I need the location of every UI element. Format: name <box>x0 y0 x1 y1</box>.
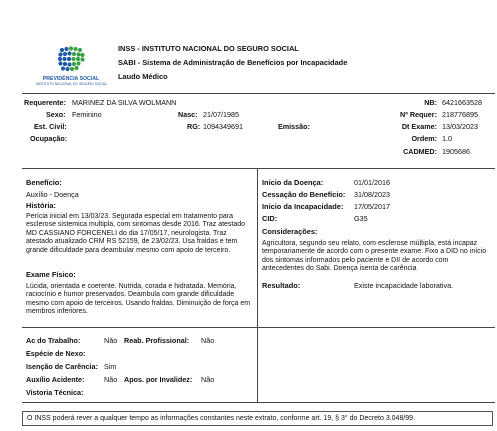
nb-value: 6421663528 <box>442 98 482 107</box>
rg-label: RG: <box>187 122 201 131</box>
previdencia-logo-icon <box>36 42 106 76</box>
exame-label: Exame Físico: <box>26 270 76 279</box>
divider-vertical-main <box>257 168 258 327</box>
resultado-label: Resultado: <box>262 281 301 290</box>
beneficio-label: Benefício: <box>26 178 62 187</box>
dtexame-label: Dt Exame: <box>401 122 437 131</box>
historia-text: Perícia inicial em 13/03/23. Segurada especial em tratamento para esclerose sistemica multipla, com sintomas desde 2016. Traz atestado MD CASSIANO FORCENELI do dia 17/05/17, neurologista. Traz atestado atualizado CRM RS 52159, de 23/02/23. Usa fraldas e tem grande dificuldade para deambular mesmo com apoio de terceiro. <box>26 213 246 254</box>
rule-pre-footer <box>22 402 495 403</box>
sexo-value: Feminino <box>72 110 102 119</box>
ac-trab-value: Não <box>104 336 118 345</box>
inicio-incap-label: Início da Incapacidade: <box>262 202 344 211</box>
resultado-value: Existe incapacidade laborativa. <box>354 281 454 290</box>
cid-value: G35 <box>354 214 368 223</box>
civil-label: Est. Civil: <box>34 122 67 131</box>
beneficio-value: Auxílio - Doença <box>26 190 79 199</box>
nasc-label: Nasc: <box>178 110 198 119</box>
exame-text: Lúcida, orientada e coerente. Nutrida, corada e hidratada. Memória, raciocínio e humor preservados. Deambula com grande dificuldade mesmo com apoio de terceiros. Usando fraldas. Diminuição de força em membros inferiores. <box>26 283 251 316</box>
consideracoes-text: Agricultora, segundo seu relato, com esclerose múltipla, está incapaz temporariamente de acordo com o presente exame. Fixo a DID no início dos sintomas informados pelo paciente e DII de acordo com antecedentes do Sabi. Doença isenta de carência <box>262 240 487 273</box>
header-org: INSS - INSTITUTO NACIONAL DO SEGURO SOCIAL <box>118 44 299 53</box>
cessacao-value: 31/08/2023 <box>354 190 390 199</box>
rule-mid <box>22 168 495 169</box>
ac-trab-label: Ac do Trabalho: <box>26 336 81 345</box>
inss-logo <box>36 42 106 92</box>
inicio-doenca-label: Início da Doença: <box>262 178 324 187</box>
cadmed-value: 1905686 <box>442 147 470 156</box>
nasc-value: 21/07/1985 <box>203 110 239 119</box>
footer-box <box>22 411 493 426</box>
cid-label: CID: <box>262 214 278 223</box>
vistoria-label: Vistoria Técnica: <box>26 388 84 397</box>
apos-label: Apos. por Invalidez: <box>124 375 193 384</box>
nexo-label: Espécie de Nexo: <box>26 349 86 358</box>
inicio-incap-value: 17/05/2017 <box>354 202 390 211</box>
requerente-label: Requerente: <box>24 98 66 107</box>
inicio-doenca-value: 01/01/2016 <box>354 178 390 187</box>
emissao-label: Emissão: <box>278 122 310 131</box>
ocupacao-label: Ocupação: <box>30 134 68 143</box>
rg-value: 1094349691 <box>203 122 243 131</box>
isencao-value: Sim <box>104 362 117 371</box>
requerente-value: MARINEZ DA SILVA WOLMANN <box>72 98 177 107</box>
reab-label: Reab. Profissional: <box>124 336 190 345</box>
nreq-label: Nº Requer: <box>400 110 437 119</box>
cadmed-label: CADMED: <box>403 147 437 156</box>
rule-bottom-section <box>22 327 495 328</box>
footer-note: O INSS poderá rever a qualquer tempo as informações constantes neste extrato, conforme art. 19, § 3° do Decreto 3.048/99. <box>27 415 416 422</box>
ordem-value: 1.0 <box>442 134 452 143</box>
isencao-label: Isenção de Carência: <box>26 362 98 371</box>
nreq-value: 218776895 <box>442 110 478 119</box>
header-report: Laudo Médico <box>118 72 168 81</box>
aux-acid-value: Não <box>104 375 118 384</box>
ordem-label: Ordem: <box>411 134 437 143</box>
cessacao-label: Cessação do Benefício: <box>262 190 346 199</box>
logo-line2: INSTITUTO NACIONAL DO SEGURO SOCIAL <box>36 82 108 86</box>
nb-label: NB: <box>424 98 437 107</box>
reab-value: Não <box>201 336 215 345</box>
sexo-label: Sexo: <box>46 110 66 119</box>
dtexame-value: 13/03/2023 <box>442 122 478 131</box>
historia-label: História: <box>26 201 56 210</box>
aux-acid-label: Auxílio Acidente: <box>26 375 85 384</box>
apos-value: Não <box>201 375 215 384</box>
consideracoes-label: Considerações: <box>262 227 318 236</box>
logo-line1: PREVIDÊNCIA SOCIAL <box>42 76 100 82</box>
rule-top <box>22 93 495 94</box>
divider-vertical-bottom <box>257 327 258 402</box>
header-system: SABI - Sistema de Administração de Benefícios por Incapacidade <box>118 58 348 67</box>
